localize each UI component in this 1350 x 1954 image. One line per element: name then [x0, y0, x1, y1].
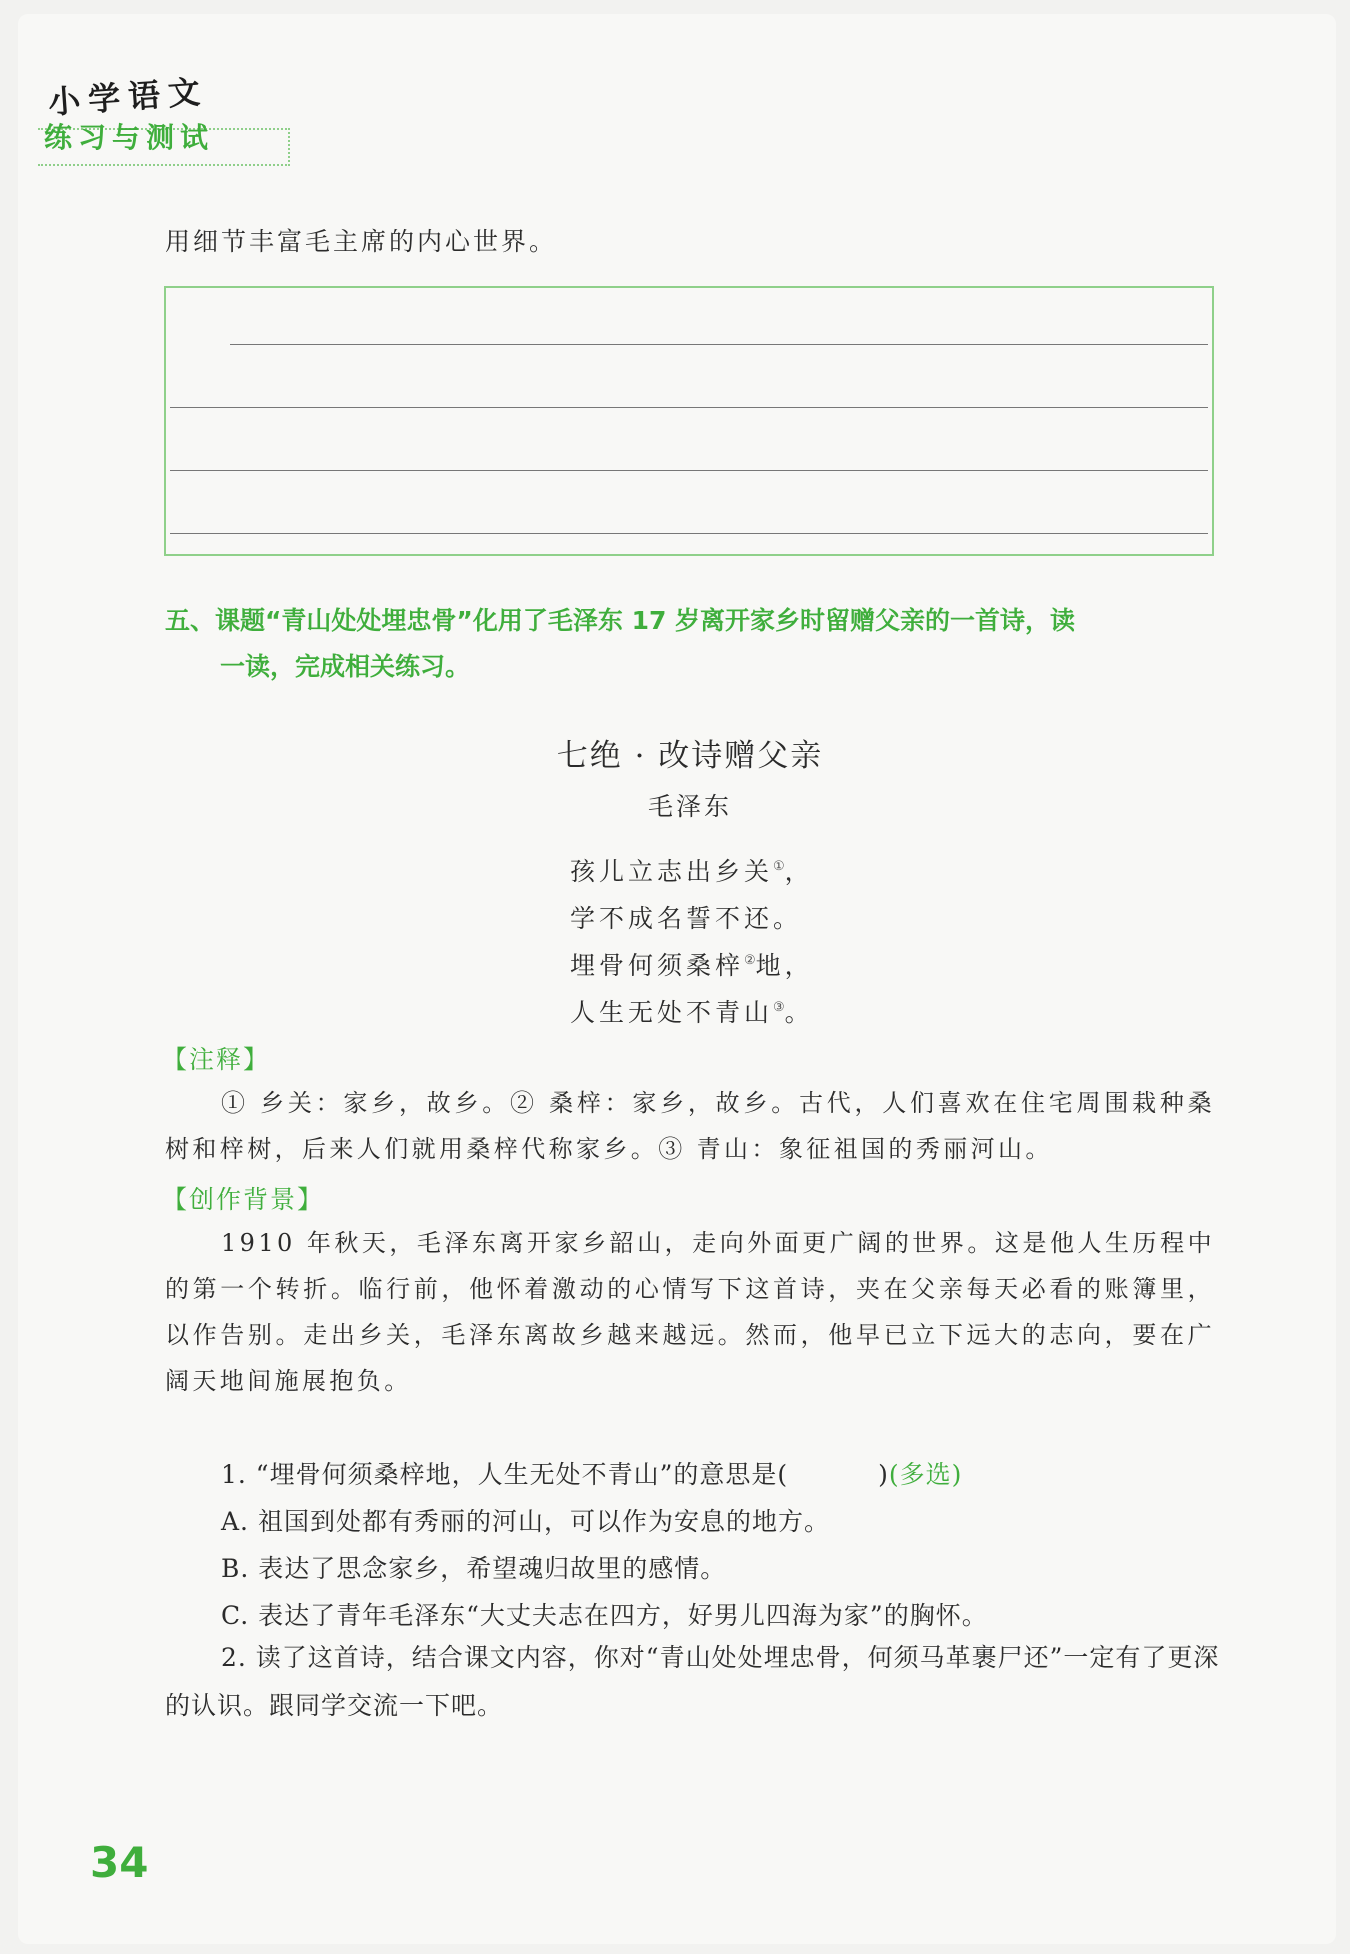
answer-line — [170, 407, 1208, 408]
intro-text: 用细节丰富毛主席的内心世界。 — [165, 227, 558, 256]
background-text: 1910 年秋天，毛泽东离开家乡韶山，走向外面更广阔的世界。这是他人生历程中的第一个转折。临行前，他怀着激动的心情写下这首诗，夹在父亲每天必看的账簿里，以作告别。走出乡关，毛泽东离故乡越来越远。然而，他早已立下远大的志向，要在广阔天地间施展抱负。 — [165, 1229, 1215, 1395]
poem-author: 毛泽东 — [647, 792, 732, 821]
poem-line: 人生无处不青山③。 — [570, 998, 814, 1027]
option-b: B. 表达了思念家乡，希望魂归故里的感情。 — [221, 1554, 727, 1583]
answer-line — [230, 344, 1208, 345]
poem-line: 孩儿立志出乡关①， — [570, 857, 814, 886]
answer-line — [170, 533, 1208, 534]
question-1: 1. “埋骨何须桑梓地，人生无处不青山”的意思是( )(多选) — [221, 1460, 963, 1489]
notes-label: 【注释】 — [162, 1045, 271, 1074]
book-title: 小学语文 — [47, 72, 210, 122]
multi-select-tag: (多选) — [888, 1460, 963, 1489]
poem-line: 埋骨何须桑梓②地， — [570, 951, 814, 980]
section-heading — [165, 598, 1225, 690]
question-1-stem: 1. “埋骨何须桑梓地，人生无处不青山”的意思是( — [221, 1460, 789, 1489]
notes-text: ① 乡关：家乡，故乡。② 桑梓：家乡，故乡。古代，人们喜欢在住宅周围栽种桑树和梓树，后来人们就用桑梓代称家乡。③ 青山：象征祖国的秀丽河山。 — [165, 1089, 1215, 1163]
poem-line: 学不成名誓不还。 — [570, 904, 803, 933]
answer-box[interactable] — [164, 286, 1214, 556]
answer-line — [170, 470, 1208, 471]
footnote-mark: ③ — [773, 1000, 785, 1015]
section-heading-line1: 五、课题“青山处处埋忠骨”化用了毛泽东 17 岁离开家乡时留赠父亲的一首诗，读 — [165, 606, 1076, 635]
option-c: C. 表达了青年毛泽东“大丈夫志在四方，好男儿四海为家”的胸怀。 — [221, 1601, 988, 1630]
book-subtitle: 练习与测试 — [44, 121, 215, 154]
footnote-mark: ② — [744, 953, 756, 968]
section-heading-line2: 一读，完成相关练习。 — [220, 652, 471, 681]
option-a: A. 祖国到处都有秀丽的河山，可以作为安息的地方。 — [221, 1507, 830, 1536]
background-label: 【创作背景】 — [162, 1185, 325, 1214]
page-number: 34 — [90, 1838, 149, 1887]
footnote-mark: ① — [773, 859, 785, 874]
question-2: 2. 读了这首诗，结合课文内容，你对“青山处处埋忠骨，何须马革裹尸还”一定有了更深的认识。跟同学交流一下吧。 — [165, 1643, 1220, 1720]
poem-title: 七绝 · 改诗赠父亲 — [556, 738, 824, 774]
